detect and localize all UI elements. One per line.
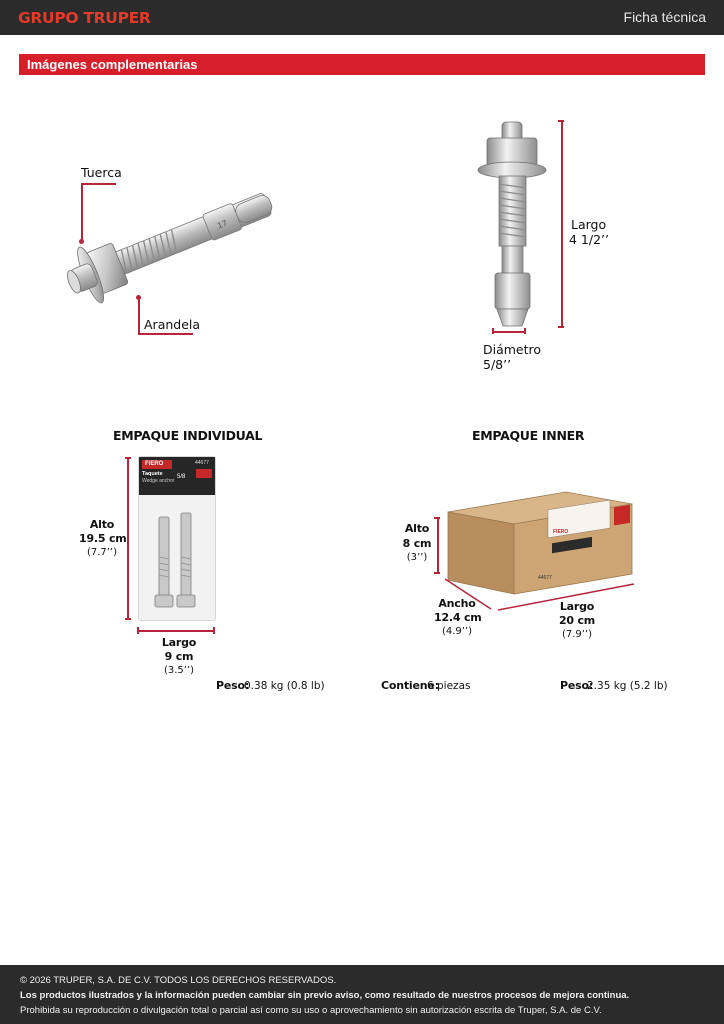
inner-pack-title: EMPAQUE INNER — [472, 428, 585, 443]
ind-length-tick-right — [213, 627, 215, 634]
card-code: 44677 — [195, 460, 209, 466]
card-brand: FIERO — [145, 461, 164, 467]
diameter-dimension-line — [492, 331, 525, 333]
box-code: 44677 — [538, 575, 552, 581]
ind-weight-value: 0.38 kg (0.8 lb) — [244, 680, 325, 692]
diameter-label: Diámetro — [483, 342, 542, 357]
length-label: Largo — [571, 217, 607, 232]
ind-height-cm: 19.5 cm — [79, 532, 127, 545]
length-tick-bottom — [558, 326, 564, 328]
inner-length-cm: 20 cm — [558, 614, 596, 627]
callout-nut-line-h — [81, 183, 116, 185]
inner-height-label: Alto — [404, 522, 430, 535]
footer-notice: Los productos ilustrados y la información pueden cambiar sin previo aviso, como resultado de nuestros procesos de mejora continua. — [20, 990, 630, 1001]
callout-nut-label: Tuerca — [81, 165, 122, 180]
ind-height-line — [127, 457, 129, 619]
pack-anchors-image — [153, 507, 201, 617]
box-brand: FIERO — [553, 529, 569, 535]
inner-weight-label: Peso: — [560, 679, 594, 692]
inner-height-tick-bottom — [434, 572, 440, 574]
callout-washer-label: Arandela — [144, 317, 201, 332]
section-title: Imágenes complementarias — [27, 57, 198, 72]
ind-length-line — [137, 630, 214, 632]
card-size: 5/8 — [177, 474, 186, 480]
footer-legal: Prohibida su reproducción o divulgación total o parcial así como su uso o aprovechamiento sin autorización escrita de Truper, S.A. de C.V. — [20, 1005, 602, 1016]
ind-weight-label: Peso: — [216, 679, 250, 692]
diameter-tick-right — [524, 328, 526, 334]
inner-width-in: (4.9’’) — [441, 626, 473, 637]
callout-nut-line-v — [81, 183, 83, 241]
individual-pack-title: EMPAQUE INDIVIDUAL — [113, 428, 263, 443]
card-line1: Taquete — [142, 471, 163, 477]
inner-contains-value: 6 piezas — [427, 680, 471, 692]
inner-contains-label: Contiene: — [381, 679, 439, 692]
section-header — [19, 54, 705, 75]
inner-height-in: (3’’) — [406, 552, 428, 563]
individual-pack-image — [138, 456, 216, 621]
pack-header-card — [139, 457, 215, 495]
ind-length-cm: 9 cm — [164, 650, 194, 663]
callout-washer-line-v — [138, 297, 140, 334]
document-type-label: Ficha técnica — [623, 9, 706, 25]
callout-nut-dot — [79, 239, 84, 244]
footer — [0, 965, 724, 1024]
inner-width-cm: 12.4 cm — [434, 611, 482, 624]
card-brand-badge — [142, 460, 172, 469]
card-line2: Wedge anchor — [142, 478, 175, 484]
anchor-angled-image — [60, 165, 295, 315]
anchor-mark: 17 — [215, 218, 229, 231]
brand-logo: GRUPO TRUPER — [18, 9, 151, 27]
inner-length-label: Largo — [559, 600, 595, 613]
inner-length-in: (7.9’’) — [561, 629, 593, 640]
ind-length-label: Largo — [161, 636, 197, 649]
inner-height-cm: 8 cm — [402, 537, 432, 550]
card-warning-badge — [196, 469, 212, 478]
anchor-vertical-image — [475, 118, 550, 330]
footer-copyright: © 2026 TRUPER, S.A. DE C.V. TODOS LOS DERECHOS RESERVADOS. — [20, 975, 337, 986]
ind-height-in: (7.7’’) — [86, 547, 118, 558]
inner-weight-value: 2.35 kg (5.2 lb) — [587, 680, 668, 692]
ind-length-in: (3.5’’) — [163, 665, 195, 676]
length-value: 4 1/2’’ — [569, 232, 609, 247]
ind-height-label: Alto — [89, 518, 115, 531]
top-header-bar — [0, 0, 724, 35]
inner-height-line — [437, 517, 439, 573]
diameter-value: 5/8’’ — [483, 357, 512, 372]
callout-washer-line-h — [138, 333, 193, 335]
ind-height-tick-bottom — [125, 618, 131, 620]
length-dimension-line — [561, 120, 563, 327]
inner-width-label: Ancho — [438, 597, 476, 610]
